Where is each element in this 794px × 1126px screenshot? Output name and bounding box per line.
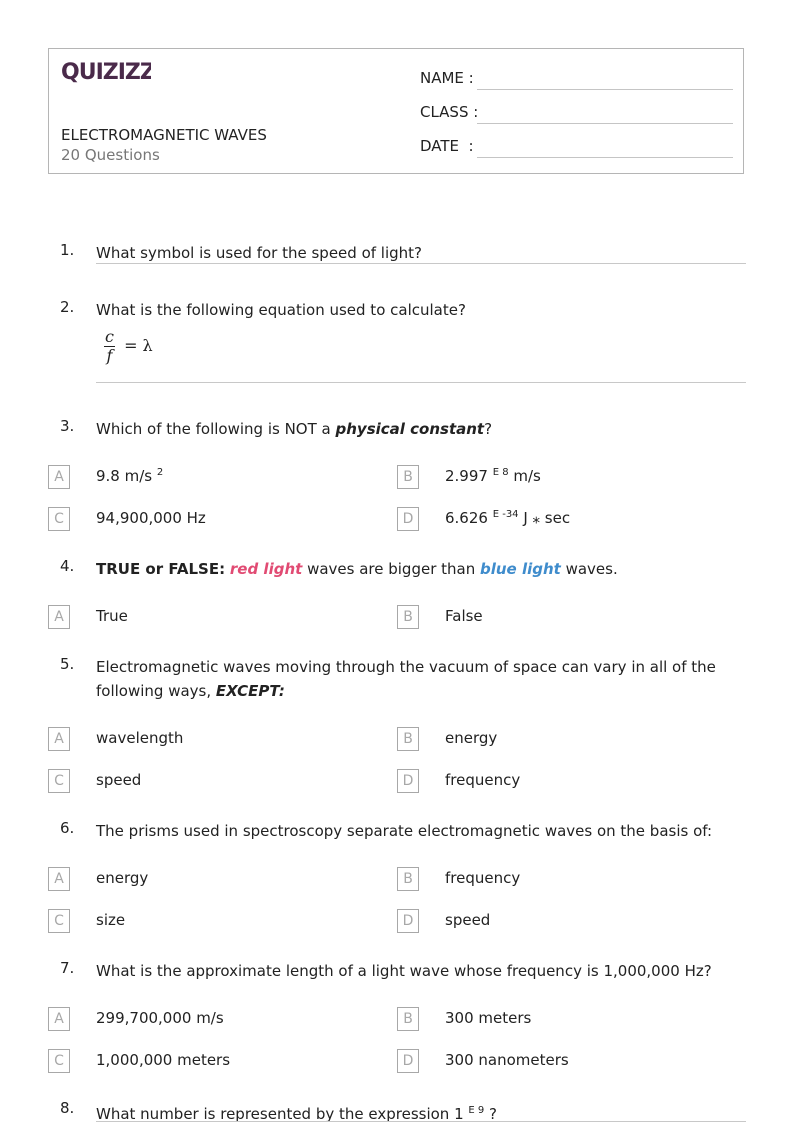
question-number: 4. [60, 557, 75, 575]
emphasis: physical constant [335, 420, 485, 438]
question-text: What symbol is used for the speed of light? [96, 244, 423, 262]
question-number: 2. [60, 298, 75, 316]
option-letter: C [48, 769, 70, 793]
question-text: TRUE or FALSE: red light waves are bigger than blue light waves. [96, 560, 618, 578]
answer-line[interactable] [96, 263, 746, 264]
option-text: True [96, 607, 128, 625]
worksheet-header [48, 48, 744, 174]
question-text: What number is represented by the expression 1 $^{E 9}$ ? [96, 1105, 497, 1123]
question-number: 6. [60, 819, 75, 837]
question-text: What is the following equation used to calculate? [96, 301, 466, 319]
option-text: 300 nanometers [445, 1051, 569, 1069]
option-text: 1,000,000 meters [96, 1051, 231, 1069]
option-text: frequency [445, 869, 521, 887]
question-text: The prisms used in spectroscopy separate electromagnetic waves on the basis of: [96, 822, 713, 840]
date-label: DATE : [420, 137, 474, 155]
emphasis: EXCEPT: [215, 682, 285, 700]
red-light-text: red light [229, 560, 303, 578]
formula-denominator: f [106, 346, 113, 365]
option-letter: D [397, 507, 419, 531]
answer-line[interactable] [96, 382, 746, 383]
question-number: 7. [60, 959, 75, 977]
option-letter: B [397, 465, 419, 489]
option-letter: D [397, 769, 419, 793]
question-text: Electromagnetic waves moving through the vacuum of space can vary in all of the following ways, EXCEPT: [96, 658, 716, 700]
worksheet-title: ELECTROMAGNETIC WAVES [61, 126, 267, 144]
option-text: speed [96, 771, 142, 789]
option-text: frequency [445, 771, 521, 789]
class-field[interactable] [477, 123, 733, 124]
question-text: What is the approximate length of a light wave whose frequency is 1,000,000 Hz? [96, 962, 712, 980]
answer-line[interactable] [96, 1121, 746, 1122]
option-text: 94,900,000 Hz [96, 509, 206, 527]
question-text: Which of the following is NOT a physical constant? [96, 420, 493, 438]
option-text: speed [445, 911, 491, 929]
question-number: 3. [60, 417, 75, 435]
option-letter: D [397, 909, 419, 933]
option-text: energy [445, 729, 498, 747]
option-text: 299,700,000 m/s [96, 1009, 224, 1027]
option-letter: C [48, 909, 70, 933]
option-text: wavelength [96, 729, 184, 747]
option-text: 9.8 m/s $^2$ [96, 467, 164, 485]
option-text: 2.997 $^{E 8}$ m/s [445, 467, 541, 485]
formula-rhs: = λ [124, 336, 153, 355]
question-number: 5. [60, 655, 75, 673]
name-field[interactable] [477, 89, 733, 90]
name-label: NAME : [420, 69, 474, 87]
option-letter: A [48, 1007, 70, 1031]
option-letter: B [397, 605, 419, 629]
option-letter: B [397, 727, 419, 751]
quizizz-logo [61, 57, 151, 87]
wavelength-formula [104, 328, 153, 365]
option-letter: D [397, 1049, 419, 1073]
option-text: 6.626 $^{E -34}$ J ⁎ sec [445, 509, 571, 527]
question-number: 1. [60, 241, 75, 259]
option-letter: A [48, 867, 70, 891]
question-count: 20 Questions [61, 146, 160, 164]
option-letter: C [48, 1049, 70, 1073]
option-letter: B [397, 1007, 419, 1031]
date-field[interactable] [477, 157, 733, 158]
option-text: 300 meters [445, 1009, 532, 1027]
option-text: False [445, 607, 483, 625]
svg-text:QUIZIZZ: QUIZIZZ [61, 60, 151, 85]
blue-light-text: blue light [480, 560, 561, 578]
option-letter: A [48, 605, 70, 629]
class-label: CLASS : [420, 103, 479, 121]
option-letter: C [48, 507, 70, 531]
option-letter: A [48, 727, 70, 751]
question-number: 8. [60, 1099, 75, 1117]
option-text: size [96, 911, 126, 929]
option-letter: A [48, 465, 70, 489]
option-letter: B [397, 867, 419, 891]
formula-numerator: c [105, 327, 114, 346]
option-text: energy [96, 869, 149, 887]
